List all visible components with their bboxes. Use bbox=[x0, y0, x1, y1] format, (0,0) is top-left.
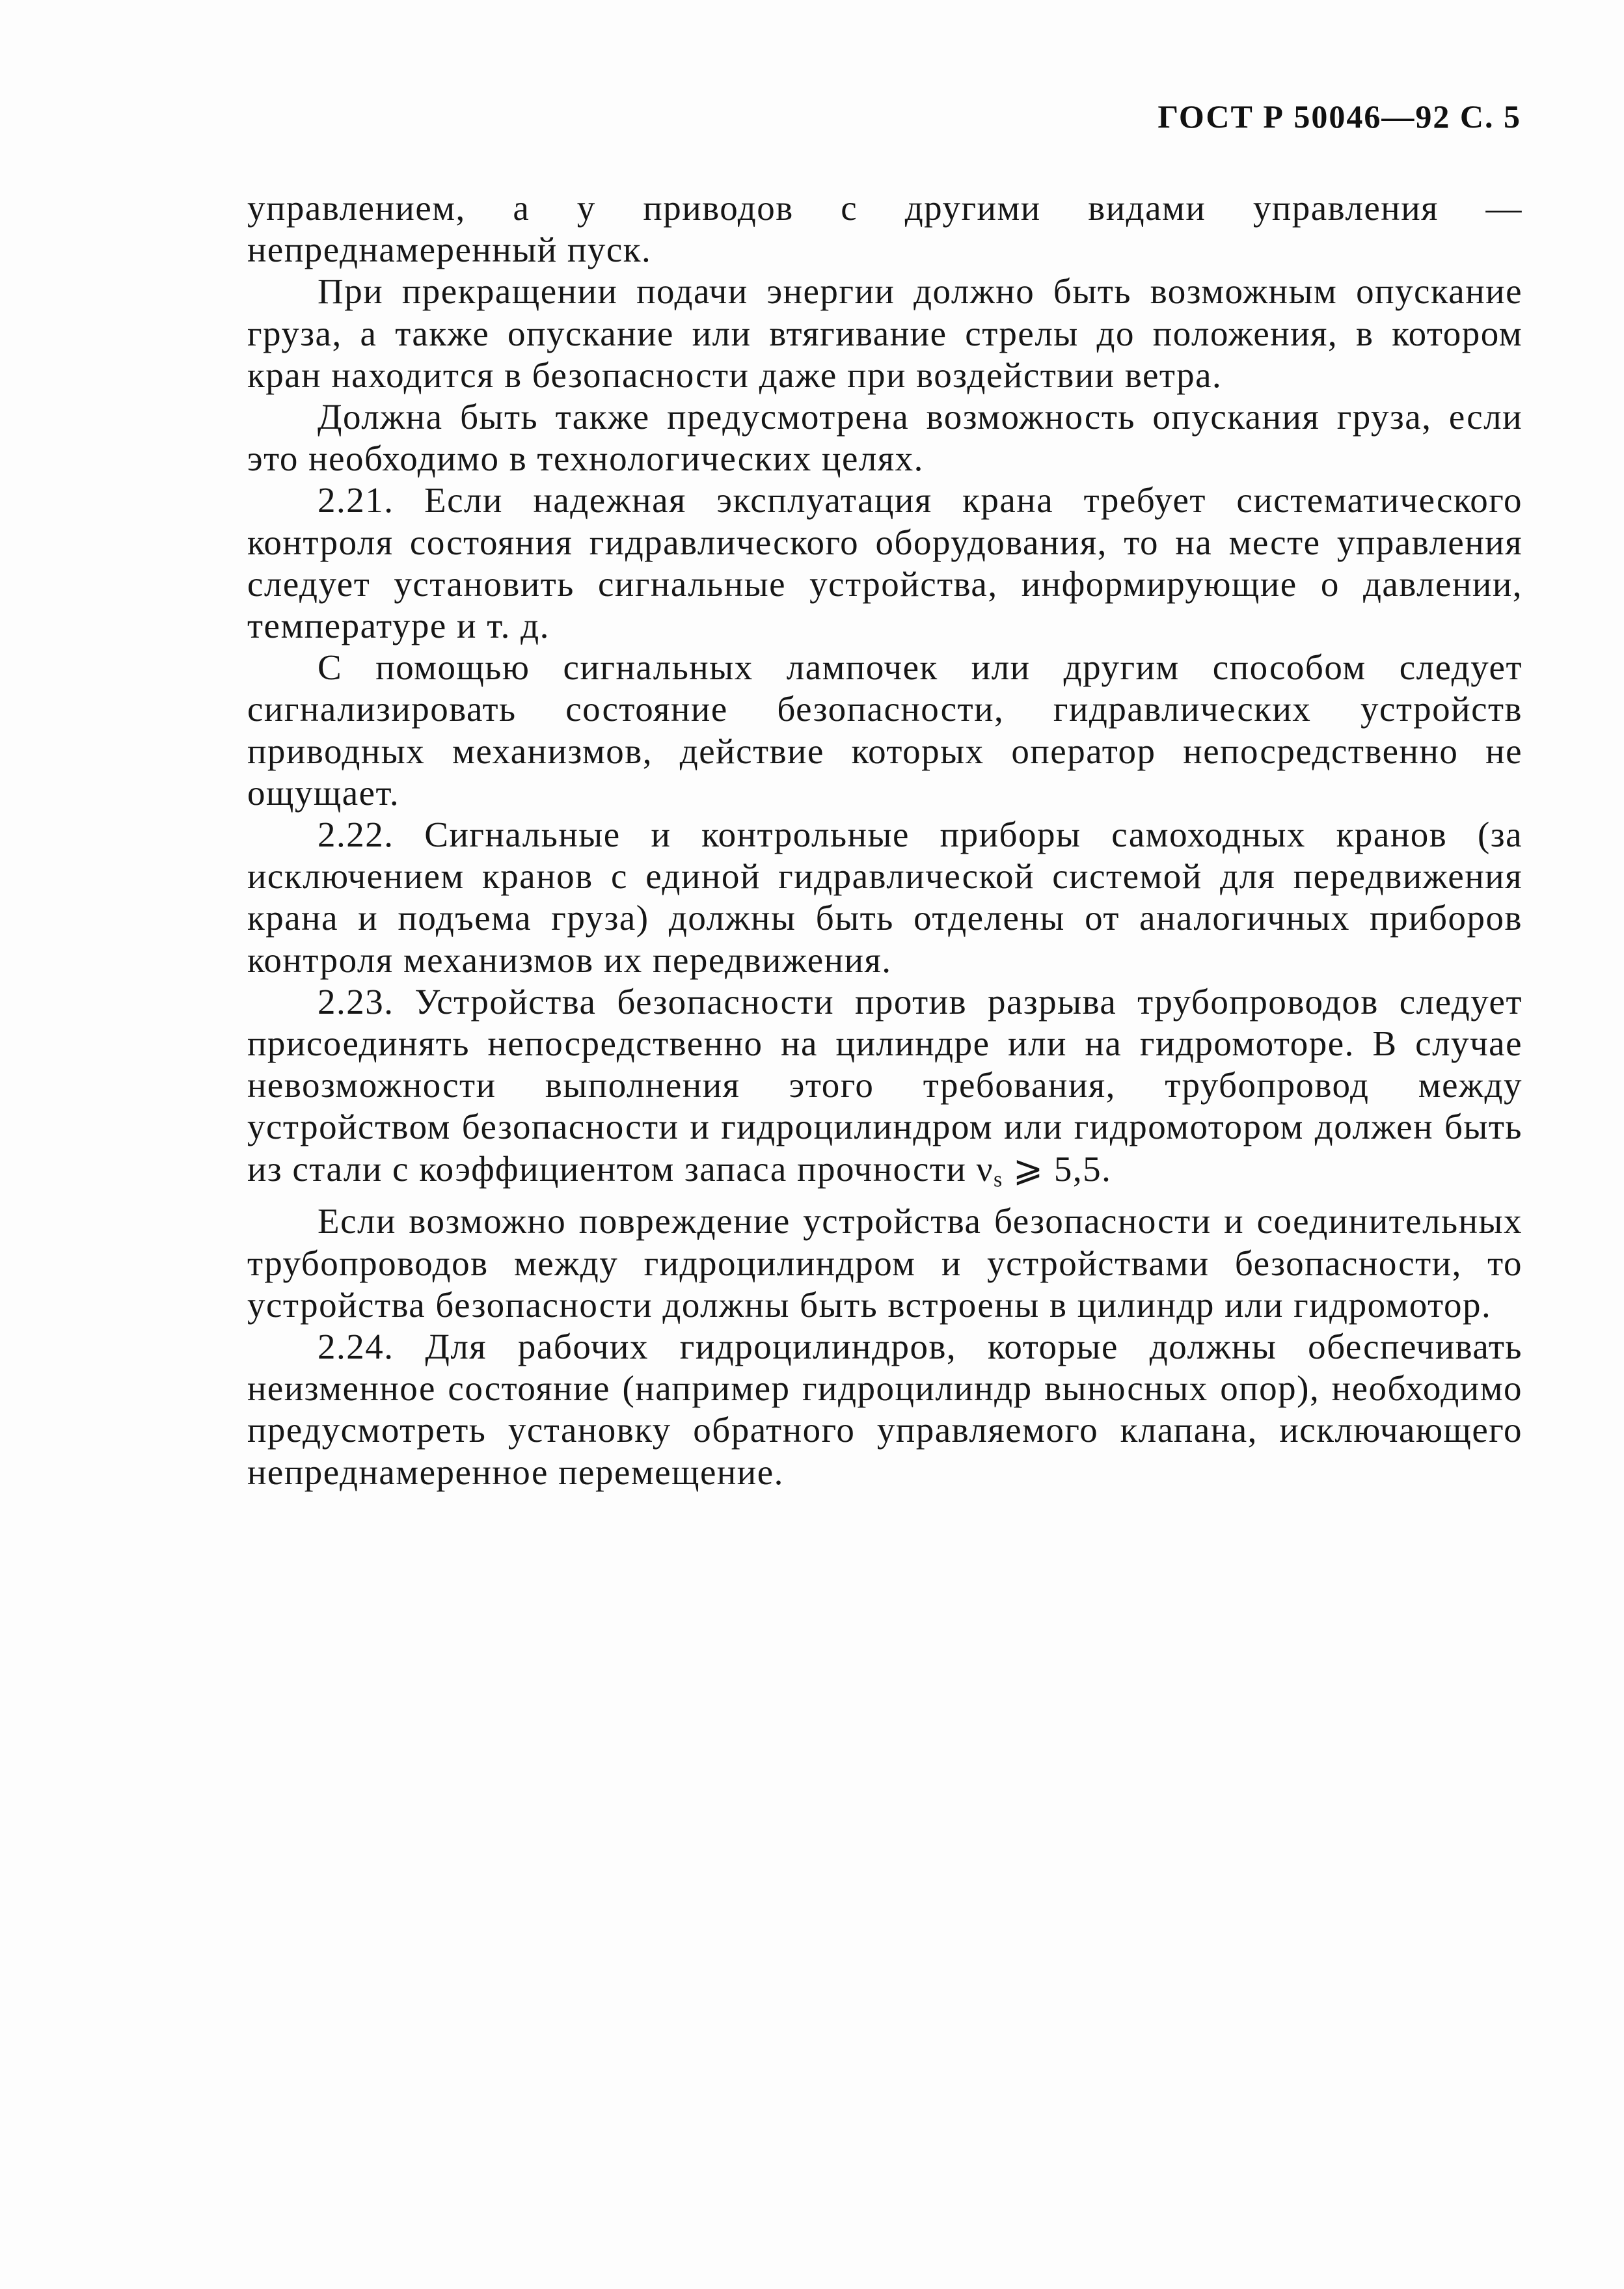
paragraph: С помощью сигнальных лампочек или другим способом следует сигнализировать состояние безопасности, гидравлических устройств приводных механизмов, действие которых оператор непосредственно не ощущает. bbox=[247, 647, 1522, 813]
paragraph-2-24: 2.24. Для рабочих гидроцилиндров, которые должны обеспечивать неизменное состояние (например гидроцилиндр выносных опор), необходимо предусмотреть установку обратного управляемого клапана, исключающего непреднамеренное перемещение. bbox=[247, 1327, 1522, 1492]
paragraph: Должна быть также предусмотрена возможность опускания груза, если это необходимо в технологических целях. bbox=[247, 397, 1522, 479]
paragraph-text: 2.23. Устройства безопасности против разрыва трубопроводов следует присоединять непосредственно на цилиндре или на гидромоторе. В случае невозможности выполнения этого требования, трубопровод между устройством безопасности и гидроцилиндром или гидромотором должен быть из стали с коэффициентом запаса прочности bbox=[247, 981, 1522, 1189]
paragraph-2-22: 2.22. Сигнальные и контрольные приборы самоходных кранов (за исключением кранов с единой гидравлической системой для передвижения крана и подъема груза) должны быть отделены от аналогичных приборов контроля механизмов их передвижения. bbox=[247, 815, 1522, 980]
formula-value: 5,5. bbox=[1053, 1148, 1112, 1189]
running-header: ГОСТ Р 50046—92 С. 5 bbox=[1157, 98, 1521, 135]
paragraph-2-23 bbox=[247, 981, 1522, 1201]
formula-symbol: ν bbox=[976, 1148, 994, 1189]
formula-subscript: s bbox=[994, 1167, 1003, 1192]
document-body bbox=[247, 187, 1522, 1493]
safety-factor-formula bbox=[976, 1148, 1112, 1192]
formula-relation: ⩾ bbox=[1013, 1148, 1044, 1189]
paragraph-2-21: 2.21. Если надежная эксплуатация крана требует систематического контроля состояния гидравлического оборудования, то на месте управления следует установить сигнальные устройства, информирующие о давлении, температуре и т. д. bbox=[247, 480, 1522, 646]
paragraph: управлением, а у приводов с другими видами управления — непреднамеренный пуск. bbox=[247, 188, 1522, 270]
paragraph: Если возможно повреждение устройства безопасности и соединительных трубопроводов между гидроцилиндром и устройствами безопасности, то устройства безопасности должны быть встроены в цилиндр или гидромотор. bbox=[247, 1201, 1522, 1325]
paragraph: При прекращении подачи энергии должно быть возможным опускание груза, а также опускание или втягивание стрелы до положения, в котором кран находится в безопасности даже при воздействии ветра. bbox=[247, 271, 1522, 395]
